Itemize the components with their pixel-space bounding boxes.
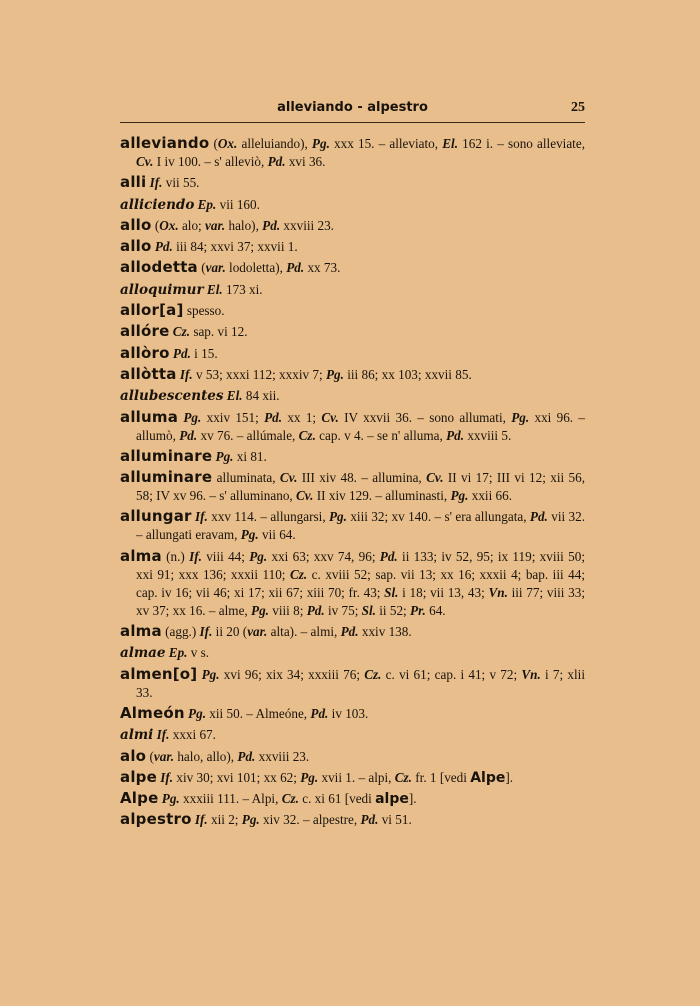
entry-headword: allòro — [120, 343, 170, 362]
dictionary-entry — [120, 174, 585, 192]
entry-citations: Pd. i 15. — [172, 345, 218, 361]
running-head: alleviando - alpestro — [277, 100, 428, 115]
entry-citations: If. vii 55. — [149, 175, 200, 191]
entry-citations: alluminata, Cv. III xiv 48. – allumina, Cv. II vi 17; III vi 12; xii 56, 58; IV xv 96. – s' alluminano, Cv. II xiv 129. – alluminasti, Pg. xxii 66. — [136, 470, 586, 504]
entry-citations: (var. halo, allo), Pd. xxviii 23. — [146, 748, 310, 764]
dictionary-entry — [120, 409, 585, 445]
entry-headword: almen[o] — [120, 664, 198, 683]
entry-list — [120, 135, 585, 833]
entry-headword: allòtta — [120, 364, 177, 383]
entry-headword: Alpe — [120, 789, 159, 808]
dictionary-entry — [120, 811, 585, 829]
dictionary-entry — [120, 345, 585, 363]
dictionary-entry — [120, 548, 585, 620]
dictionary-entry — [120, 666, 585, 702]
entry-headword: alpestro — [120, 810, 192, 829]
entry-headword: allor[a] — [120, 301, 184, 320]
entry-headword: allungar — [120, 507, 192, 526]
entry-citations: (agg.) If. ii 20 (var. alta). – almi, Pd. xxiv 138. — [161, 624, 412, 640]
dictionary-entry — [120, 623, 585, 641]
entry-citations: Pg. xi 81. — [215, 448, 267, 464]
dictionary-entry — [120, 705, 585, 723]
dictionary-entry — [120, 135, 585, 171]
entry-headword: allóre — [120, 322, 170, 341]
dictionary-entry — [120, 769, 585, 787]
entry-citations: spesso. — [183, 303, 225, 319]
dictionary-entry — [120, 217, 585, 235]
dictionary-entry — [120, 323, 585, 341]
dictionary-entry — [120, 302, 585, 320]
cross-reference: alpe — [375, 791, 409, 808]
entry-headword: allodetta — [120, 258, 198, 277]
dictionary-entry — [120, 387, 585, 405]
dictionary-entry — [120, 448, 585, 466]
entry-citations: If. xiv 30; xvi 101; xx 62; Pg. xvii 1. – alpi, Cz. fr. 1 [vedi — [160, 769, 471, 785]
entry-tail: ]. — [408, 791, 417, 807]
dictionary-entry — [120, 238, 585, 256]
entry-headword: alleviando — [120, 134, 210, 152]
entry-citations: El. 173 xi. — [206, 281, 263, 297]
entry-headword: almae — [120, 645, 166, 662]
entry-citations: (Ox. alleluiando), Pg. xxx 15. – alleviato, El. 162 i. – sono alleviate, Cv. I iv 100. – s' alleviò, Pd. xvi 36. — [136, 136, 585, 169]
entry-citations: Pg. xvi 96; xix 34; xxxiii 76; Cz. c. vi 61; cap. i 41; v 72; Vn. i 7; xlii 33. — [136, 666, 585, 700]
entry-headword: allo — [120, 237, 152, 256]
dictionary-entry — [120, 790, 585, 808]
page-header — [120, 97, 585, 119]
dictionary-entry — [120, 726, 585, 744]
entry-headword: alo — [120, 746, 147, 765]
entry-citations: Pg. xxxiii 111. – Alpi, Cz. c. xi 61 [vedi — [161, 791, 376, 807]
entry-citations: Pg. xii 50. – Almeóne, Pd. iv 103. — [188, 705, 369, 721]
entry-citations: (var. lodoletta), Pd. xx 73. — [197, 260, 341, 276]
entry-citations: El. 84 xii. — [226, 388, 280, 404]
dictionary-entry — [120, 644, 585, 662]
cross-reference: Alpe — [470, 769, 506, 786]
entry-headword: alluminare — [120, 446, 213, 465]
entry-headword: alliciendo — [120, 196, 195, 213]
entry-citations: Pd. iii 84; xxvi 37; xxvii 1. — [154, 239, 298, 255]
entry-headword: Almeón — [120, 703, 185, 722]
dictionary-entry — [120, 748, 585, 766]
entry-citations: (n.) If. viii 44; Pg. xxi 63; xxv 74, 96; Pd. ii 133; iv 52, 95; ix 119; xviii 50; xxi 91; xxx 136; xxxii 110; Cz. c. xviii 52; sap. vii 13; xx 16; xxxii 4; bap. iii 44; cap. iv 16; vii 46; xi 17; xii 67; xiii 70; fr. 43; Sl. i 18; vii 13, 43; Vn. iii 77; viii 33; xv 37; xx 16. – alme, Pg. viii 8; Pd. iv 75; Sl. ii 52; Pr. 64. — [136, 548, 585, 618]
dictionary-entry — [120, 469, 585, 505]
entry-headword: allo — [120, 215, 152, 234]
entry-headword: alma — [120, 546, 162, 565]
header-rule — [120, 122, 585, 123]
entry-tail: ]. — [505, 769, 514, 785]
dictionary-entry — [120, 508, 585, 544]
entry-headword: alli — [120, 173, 147, 192]
entry-headword: alpe — [120, 767, 157, 786]
dictionary-entry — [120, 281, 585, 299]
entry-citations: If. v 53; xxxi 112; xxxiv 7; Pg. iii 86; xx 103; xxvii 85. — [179, 366, 472, 382]
entry-headword: alma — [120, 622, 162, 641]
entry-citations: (Ox. alo; var. halo), Pd. xxviii 23. — [151, 217, 334, 233]
entry-headword: alluma — [120, 407, 179, 426]
entry-headword: almi — [120, 727, 154, 744]
entry-citations: Ep. vii 160. — [197, 196, 260, 212]
entry-citations: Ep. v s. — [168, 645, 210, 661]
entry-citations: If. xxv 114. – allungarsi, Pg. xiii 32; xv 140. – s' era allungata, Pd. vii 32. – allungati eravam, Pg. vii 64. — [136, 509, 586, 543]
entry-headword: alluminare — [120, 468, 213, 487]
dictionary-entry — [120, 259, 585, 277]
page-number: 25 — [571, 100, 585, 115]
entry-citations: Cz. sap. vi 12. — [172, 324, 248, 340]
entry-headword: alloquimur — [120, 281, 204, 298]
entry-headword: allubescentes — [120, 388, 224, 405]
entry-citations: Pg. xxiv 151; Pd. xx 1; Cv. IV xxvii 36. – sono allumati, Pg. xxi 96. – allumò, Pd. xv 76. – allúmale, Cz. cap. v 4. – se n' alluma, Pd. xxviii 5. — [136, 409, 585, 443]
dictionary-entry — [120, 366, 585, 384]
dictionary-entry — [120, 196, 585, 214]
entry-citations: If. xii 2; Pg. xiv 32. – alpestre, Pd. vi 51. — [194, 812, 412, 828]
entry-citations: If. xxxi 67. — [156, 727, 216, 743]
